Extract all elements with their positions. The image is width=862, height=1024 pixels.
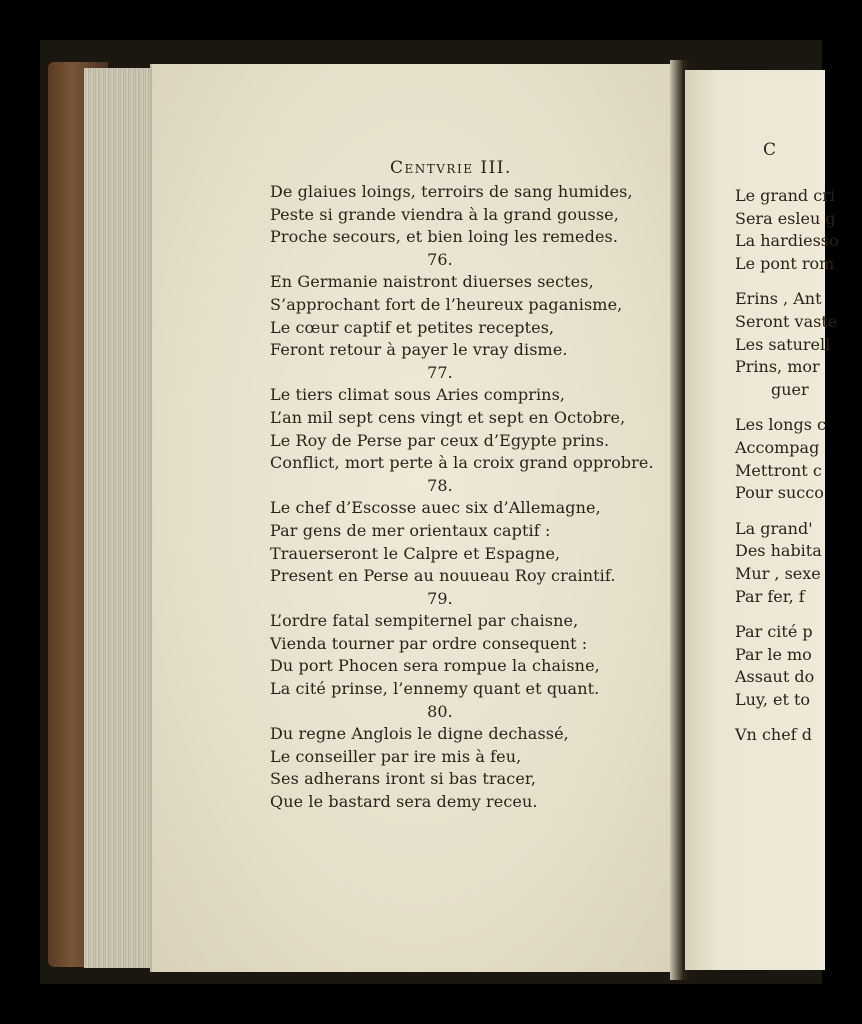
verse-line: Le cœur captif et petites receptes, bbox=[270, 317, 555, 337]
verse-line-cropped: Par fer, f bbox=[735, 586, 805, 606]
verse-line: Present en Perse au nouueau Roy craintif. bbox=[270, 566, 616, 586]
verse-line-cropped: Prins, mor bbox=[735, 357, 820, 377]
verse-line: S’approchant fort de l’heureux paganisme, bbox=[270, 294, 623, 314]
verse-line-cropped: Le grand cri bbox=[735, 186, 835, 205]
verse-line-cropped: Mettront c bbox=[735, 460, 822, 480]
verse-line: Le chef d’Escosse auec six d’Allemagne, bbox=[270, 498, 601, 518]
left-page-text bbox=[270, 181, 654, 814]
verse-line-cropped: Les saturell bbox=[735, 334, 831, 354]
verse-line: De glaiues loings, terroirs de sang humides, bbox=[270, 182, 633, 201]
verse-line-cropped: Les longs c bbox=[735, 415, 826, 435]
verse-line: L’an mil sept cens vingt et sept en Octobre, bbox=[270, 407, 626, 427]
verse-line: Vienda tourner par ordre consequent : bbox=[270, 633, 588, 653]
stanza-gap bbox=[735, 275, 825, 288]
stanza-gap bbox=[735, 608, 825, 621]
verse-line: Peste si grande viendra à la grand gousse, bbox=[270, 204, 619, 224]
verse-line: Trauerseront le Calpre et Espagne, bbox=[270, 543, 561, 563]
quatrain-number: 79. bbox=[427, 588, 453, 608]
right-page-text bbox=[735, 185, 839, 747]
verse-line: Le tiers climat sous Aries comprins, bbox=[270, 385, 566, 405]
verse-line-cropped: Erins , Ant bbox=[735, 289, 822, 309]
left-running-head: Centvrie III. bbox=[390, 158, 512, 178]
stanza-gap bbox=[735, 505, 825, 518]
verse-line: Le Roy de Perse par ceux d’Egypte prins. bbox=[270, 430, 610, 450]
verse-line: Le conseiller par ire mis à feu, bbox=[270, 746, 522, 766]
verse-line-cropped: Assaut do bbox=[735, 667, 815, 687]
verse-line-cropped: Des habita bbox=[735, 541, 822, 561]
quatrain-number: 76. bbox=[427, 249, 453, 269]
verse-line-cropped: Accompag bbox=[735, 437, 820, 457]
verse-line-cropped: Pour succo bbox=[735, 483, 824, 503]
verse-line-cropped: Mur , sexe bbox=[735, 563, 821, 583]
verse-line: Du port Phocen sera rompue la chaisne, bbox=[270, 656, 600, 676]
page-edges bbox=[84, 68, 156, 968]
verse-line-cropped: Vn chef d bbox=[735, 725, 812, 745]
verse-line-cropped: Par cité p bbox=[735, 622, 813, 642]
stanza-gap bbox=[735, 401, 825, 414]
verse-line: Par gens de mer orientaux captif : bbox=[270, 520, 551, 540]
verse-line: Du regne Anglois le digne dechassé, bbox=[270, 724, 569, 744]
verse-line: Que le bastard sera demy receu. bbox=[270, 792, 538, 812]
verse-line: L’ordre fatal sempiternel par chaisne, bbox=[270, 611, 579, 631]
verse-line-cropped: Par le mo bbox=[735, 644, 812, 664]
quatrain-number: 80. bbox=[427, 701, 453, 721]
verse-line-cropped: La grand' bbox=[735, 518, 813, 538]
verse-line: Conflict, mort perte à la croix grand opprobre. bbox=[270, 453, 654, 473]
verse-line: En Germanie naistront diuerses sectes, bbox=[270, 272, 594, 292]
quatrain-number: 78. bbox=[427, 475, 453, 495]
verse-line-cropped: Le pont rom bbox=[735, 253, 835, 273]
verse-line: Ses adherans iront si bas tracer, bbox=[270, 769, 537, 789]
verse-line-cropped: Luy, et to bbox=[735, 689, 811, 709]
verse-line: Proche secours, et bien loing les remedes. bbox=[270, 227, 619, 247]
verse-line: La cité prinse, l’ennemy quant et quant. bbox=[270, 679, 600, 699]
verse-line-cropped: guer bbox=[771, 379, 809, 399]
quatrain-number: 77. bbox=[427, 362, 453, 382]
verse-line-cropped: La hardiesso bbox=[735, 231, 839, 251]
right-running-head: C bbox=[763, 140, 777, 160]
verse-line: Feront retour à payer le vray disme. bbox=[270, 340, 568, 360]
verse-line-cropped: Seront vaste bbox=[735, 311, 838, 331]
verse-line-cropped: Sera esleu g bbox=[735, 208, 836, 228]
stanza-gap bbox=[735, 711, 825, 724]
